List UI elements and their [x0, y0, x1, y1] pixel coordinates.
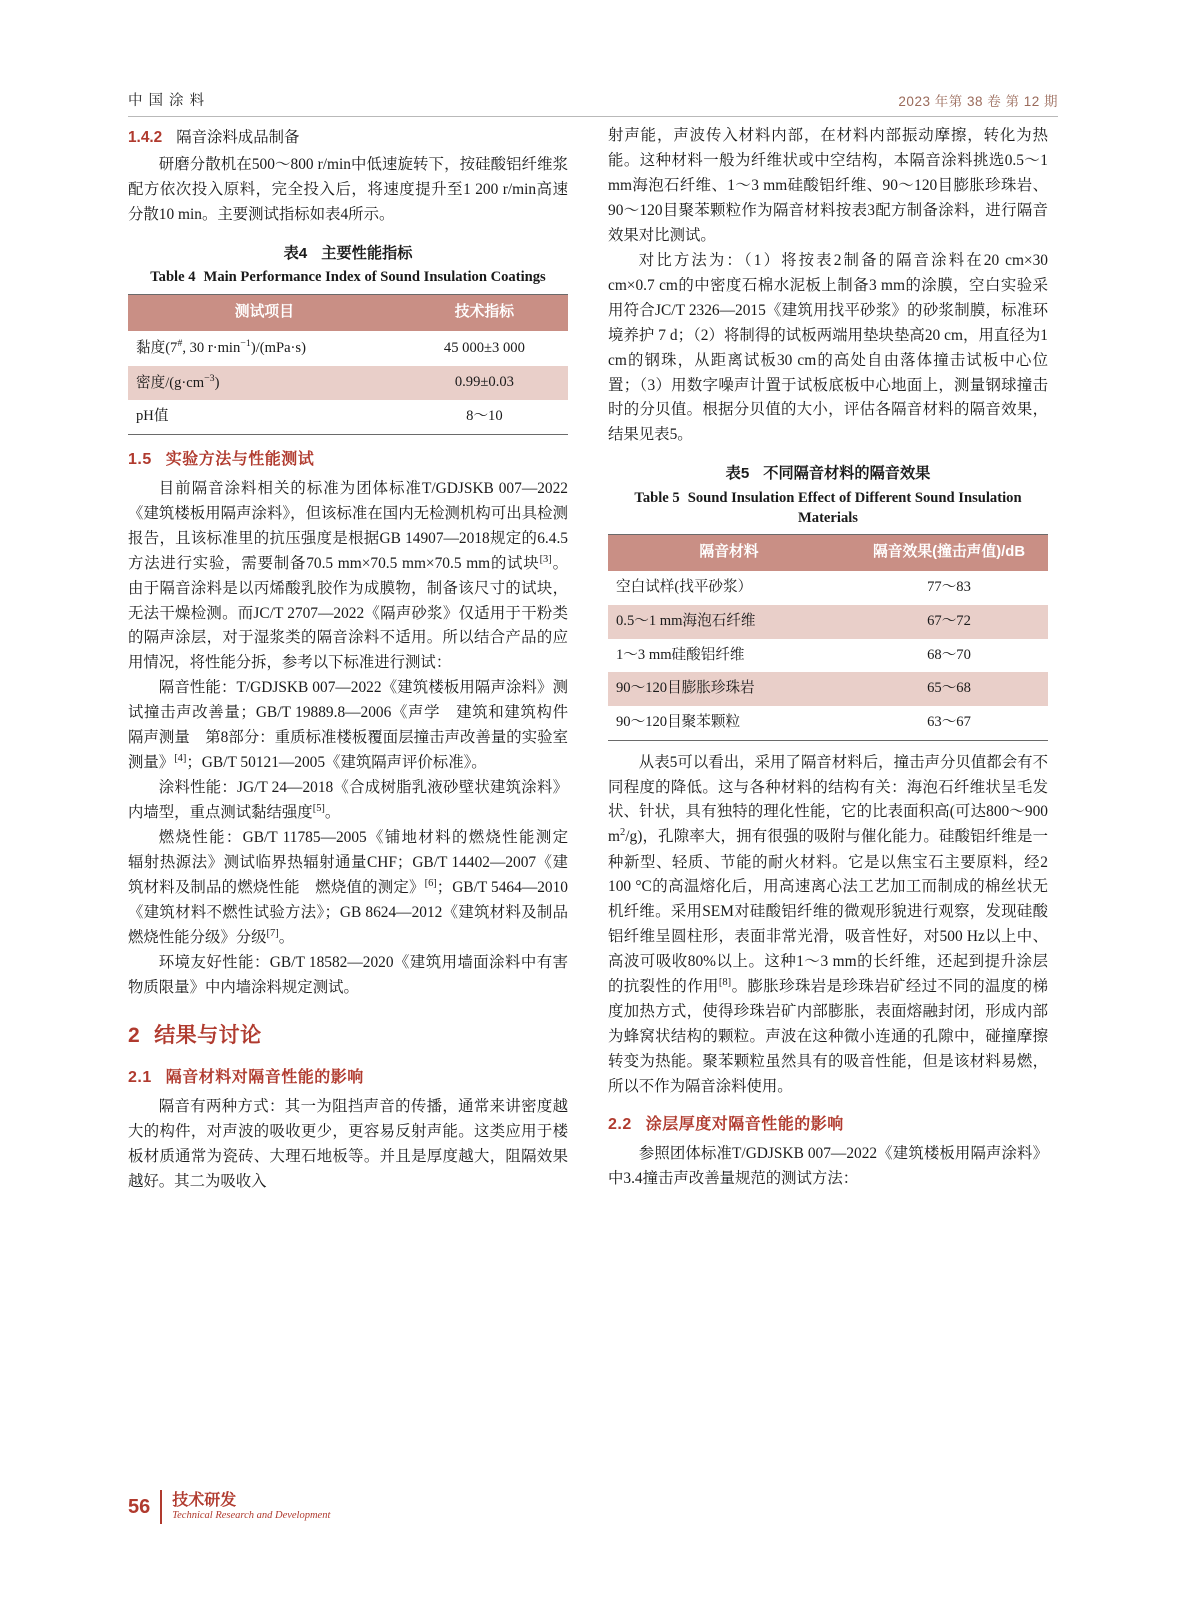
journal-name: 中 国 涂 料 [128, 93, 206, 109]
heading-2-text: 结果与讨论 [154, 1024, 262, 1048]
paragraph-2-1: 隔音有两种方式：其一为阻挡声音的传播，通常来讲密度越大的构件，对声波的吸收更少，更容易反射声能。这类应用于楼板材质通常为瓷砖、大理石地板等。并且是厚度越大，阻隔效果越好。其二为吸收入 [128, 1098, 568, 1191]
paragraph-1-5-2: 隔音性能：T/GDJSKB 007—2022《建筑楼板用隔声涂料》测试撞击声改善量；GB/T 19889.8—2006《声学 建筑和建筑构件隔声测量 第8部分：重质标准楼板覆面层撞击声改善量的实验室测量》[4]；GB/T 50121—2005《建筑隔声评价标准》。 [128, 679, 568, 772]
paragraph-1-5-3: 涂料性能：JG/T 24—2018《合成树脂乳液砂壁状建筑涂料》内墙型，重点测试黏结强度[5]。 [128, 779, 568, 822]
table-row [608, 605, 1048, 639]
table-5 [608, 534, 1048, 740]
footer-divider [160, 1490, 162, 1524]
table-5-number-cn: 表5 [725, 465, 750, 483]
table-4-caption-cn: 主要性能指标 [321, 244, 413, 262]
table-5-r4c0: 90～120目聚苯颗粒 [608, 706, 850, 740]
table-4-block [128, 242, 568, 435]
page-header [128, 80, 1058, 117]
table-5-r3c0: 90～120目膨胀珍珠岩 [608, 672, 850, 706]
paragraph-right-method: 对比方法为：（1）将按表2制备的隔音涂料在20 cm×30 cm×0.7 cm的中密度石棉水泥板上制备3 mm的涂膜，空白实验采用符合JC/T 2326—2015《建筑用找平砂浆》的砂浆制膜，标准环境养护 7 d；（2）将制得的试板两端用垫块垫高20 cm，用直径为1 cm的钢珠，从距离试板30 cm的高处自由落体撞击试板中心位置；（3）用数字噪声计置于试板底板中心地面上，测量钢球撞击时的分贝值。根据分贝值的大小，评估各隔音材料的隔音效果，结果见表5。 [608, 251, 1048, 444]
table-5-r3c1: 65～68 [850, 672, 1048, 706]
heading-1-5-number: 1.5 [128, 450, 152, 468]
table-row [608, 535, 1048, 571]
table-5-r4c1: 63～67 [850, 706, 1048, 740]
table-5-number-en: Table 5 [634, 490, 680, 507]
issue-info: 2023 年第 38 卷 第 12 期 [898, 94, 1058, 109]
heading-1-5-text: 实验方法与性能测试 [165, 450, 315, 468]
heading-1-4-2-number: 1.4.2 [128, 129, 163, 146]
table-4-r2c0: pH值 [128, 400, 401, 434]
table-row [128, 295, 568, 331]
table-row [608, 571, 1048, 605]
table-4-r0c0: 黏度(7#, 30 $r\cdot\min^{-1})/(mPa\cdot s)$ [128, 331, 401, 366]
heading-2-2 [608, 1112, 1048, 1138]
heading-2 [128, 1019, 568, 1053]
paragraph-right-analysis: 从表5可以看出，采用了隔音材料后，撞击声分贝值都会有不同程度的降低。这与各种材料的结构有关：海泡石纤维状呈毛发状、针状，具有独特的理化性能，它的比表面积高(可达800～900 $m^2/g$)，孔隙率大，拥有很强的吸附与催化能力。硅酸铝纤维是一种新型、轻质、节能的耐火材料。它是以焦宝石主要原料，经2 100 °C的高温熔化后，用高速离心法工艺加工而制成的棉丝状无机纤维。采用SEM对硅酸铝纤维的微观形貌进行观察，发现硅酸铝纤维呈圆柱形，表面非常光滑，吸音性好，对500 Hz以上中、高波可吸收80%以上。这种1～3 mm的长纤维，还起到提升涂层的抗裂性的作用[8]。膨胀珍珠岩是珍珠岩矿经过不同的温度的梯度加热方式，使得珍珠岩矿内部膨胀，表面熔融封闭，形成内部为蜂窝状结构的颗粒。声波在这种微小连通的孔隙中，碰撞摩擦转变为热能。聚苯颗粒虽然具有的吸音性能，但是该材料易燃，所以不作为隔音涂料使用。 [608, 753, 1048, 1096]
table-4-caption-en: Main Performance Index of Sound Insulation Coatings [203, 269, 546, 286]
paragraph-1-4-2: 研磨分散机在500～800 r/min中低速旋转下，按硅酸铝纤维浆配方依次投入原料，完全投入后，将速度提升至1 200 r/min高速分散10 min。主要测试指标如表4所示。 [128, 155, 568, 223]
paragraph-1-5-1: 目前隔音涂料相关的标准为团体标准T/GDJSKB 007—2022《建筑楼板用隔声涂料》，但该标准在国内无检测机构可出具检测报告，且该标准里的抗压强度是根据GB 14907—2018规定的6.4.5方法进行实验，需要制备70.5 mm×70.5 mm×70.5 mm的试块[3]。由于隔音涂料是以丙烯酸乳胶作为成膜物，制备该尺寸的试块，无法干燥检测。而JC/T 2707—2022《隔声砂浆》仅适用于干粉类的隔声涂层，对于湿浆类的隔音涂料不适用。所以结合产品的应用情况，将性能分拆，参考以下标准进行测试： [128, 479, 568, 672]
paragraph-1-5-5: 环境友好性能：GB/T 18582—2020《建筑用墙面涂料中有害物质限量》中内墙涂料规定测试。 [128, 954, 568, 997]
table-5-title-en [608, 489, 1048, 528]
table-row [128, 400, 568, 434]
table-5-block [608, 462, 1048, 740]
heading-1-4-2-text: 隔音涂料成品制备 [176, 129, 300, 146]
table-5-header-1: 隔音效果(撞击声值)/dB [850, 535, 1048, 571]
table-row [608, 672, 1048, 706]
heading-2-2-text: 涂层厚度对隔音性能的影响 [645, 1116, 844, 1134]
table-4-number-en: Table 4 [150, 269, 196, 286]
table-5-header-0: 隔音材料 [608, 535, 850, 571]
table-5-r1c1: 67～72 [850, 605, 1048, 639]
heading-2-2-number: 2.2 [608, 1116, 632, 1134]
paragraph-right-top: 射声能，声波传入材料内部，在材料内部振动摩擦，转化为热能。这种材料一般为纤维状或中空结构，本隔音涂料挑选0.5～1 mm海泡石纤维、1～3 mm硅酸铝纤维、90～120目膨胀珍珠岩、90～120目聚苯颗粒作为隔音材料按表3配方制备涂料，进行隔音效果对比测试。 [608, 127, 1048, 244]
page-number: 56 [128, 1495, 151, 1518]
table-4-r1c1: 0.99±0.03 [401, 366, 568, 401]
table-4-r0c1: 45 000±3 000 [401, 331, 568, 366]
table-4-number-cn: 表4 [283, 244, 308, 262]
heading-1-4-2 [128, 126, 568, 151]
heading-2-1-text: 隔音材料对隔音性能的影响 [165, 1069, 364, 1087]
table-row [128, 366, 568, 401]
page-footer [128, 1490, 330, 1524]
table-4-r1c0: 密度$/(g\cdot cm^{-3})$ [128, 366, 401, 401]
table-4-title-en [128, 268, 568, 288]
table-4-header-1: 技术指标 [401, 295, 568, 331]
right-column [608, 124, 1048, 1192]
table-5-r2c0: 1～3 mm硅酸铝纤维 [608, 639, 850, 673]
table-row [608, 706, 1048, 740]
table-4 [128, 294, 568, 435]
table-5-caption-en: Sound Insulation Effect of Different Sound Insulation Materials [687, 490, 1022, 526]
paragraph-1-5-4: 燃烧性能：GB/T 11785—2005《铺地材料的燃烧性能测定 辐射热源法》测试临界热辐射通量CHF；GB/T 14402—2007《建筑材料及制品的燃烧性能 燃烧值的测定》[6]；GB/T 5464—2010《建筑材料不燃性试验方法》；GB 8624—2012《建筑材料及制品燃烧性能分级》分级[7]。 [128, 829, 584, 947]
left-column [128, 124, 584, 1195]
table-5-r1c0: 0.5～1 mm海泡石纤维 [608, 605, 850, 639]
heading-2-1-number: 2.1 [128, 1069, 152, 1087]
table-5-r0c0: 空白试样(找平砂浆） [608, 571, 850, 605]
table-5-r2c1: 68～70 [850, 639, 1048, 673]
heading-2-number: 2 [128, 1024, 141, 1048]
table-row [128, 331, 568, 366]
footer-label-cn: 技术研发 [172, 1492, 237, 1510]
heading-2-1 [128, 1065, 568, 1091]
table-5-title-cn [608, 462, 1048, 487]
table-4-r2c1: 8～10 [401, 400, 568, 434]
table-5-caption-cn: 不同隔音材料的隔音效果 [763, 465, 931, 483]
heading-1-5 [128, 447, 568, 473]
table-5-r0c1: 77～83 [850, 571, 1048, 605]
table-row [608, 639, 1048, 673]
table-4-title-cn [128, 242, 568, 267]
paragraph-2-2: 参照团体标准T/GDJSKB 007—2022《建筑楼板用隔声涂料》中3.4撞击声改善量规范的测试方法： [608, 1145, 1048, 1188]
footer-label-en: Technical Research and Development [172, 1510, 331, 1522]
table-4-header-0: 测试项目 [128, 295, 401, 331]
